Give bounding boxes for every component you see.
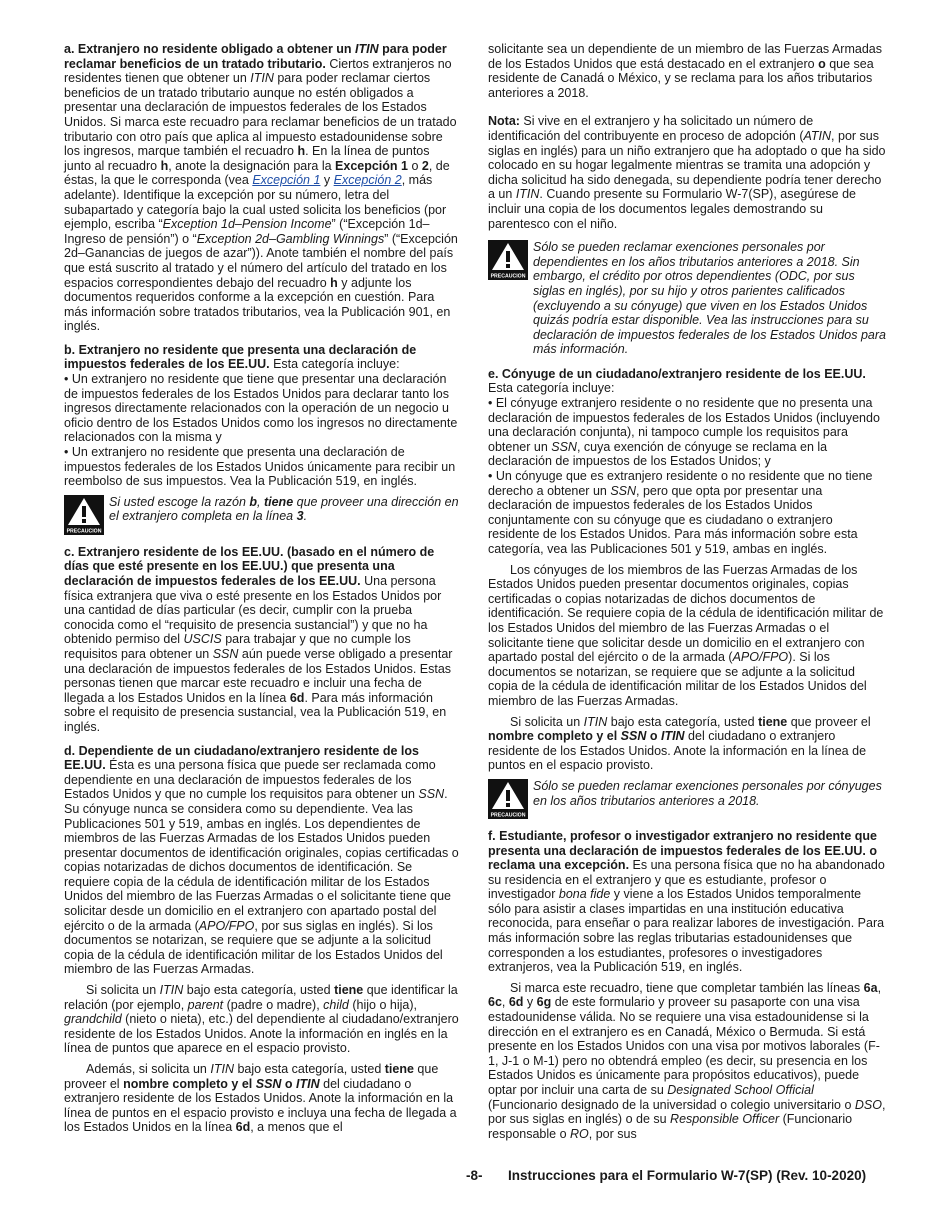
caution-label: PRECAUCION — [490, 273, 526, 280]
caution-warning-icon — [488, 240, 528, 280]
section-d: d. Dependiente de un ciudadano/extranjero residente de los EE.UU. Ésta es una persona física que puede ser reclamada como dependiente en una declaración de impuestos federales de los Estados Unidos y que no cumple los requisitos para obtener un SSN. Su cónyuge nunca se considera como su dependiente. Vea las Publicaciones 501 y 519, ambas en inglés. Los dependientes de miembros de las Fuerzas Armadas de los Estados Unidos pueden presentar documentos de identificación originales, copias certificadas o copias notarizadas de dichos documentos de identificación. Se requiere copia de la cédula de identificación militar de los Estados Unidos del miembro de las Fuerzas Armadas o el solicitante tiene que solicitar desde un domicilio en el extranjero con apartado postal del ejército o de la armada (APO/FPO, por sus siglas en inglés). Si los documentos se notarizan, se requiere que se adjunte a la solicitud copia de la cédula de identificación militar de los Estados Unidos del miembro de las Fuerzas Armadas. — [64, 743, 459, 977]
caution-note-dependents — [488, 240, 886, 357]
section-f-paragraph-2: Si marca este recuadro, tiene que completar también las líneas 6a, 6c, 6d y 6g de este formulario y proveer su pasaporte con una visa estadounidense válida. No se requiere una visa estadounidense si la dirección en el extranjero es en Canadá, México o Bermuda. Si está presente en los Estados Unidos con una visa por motivos laborales (F-1, J-1 o M-1) pero no obtendrá empleo (es decir, su presencia en los Estados Unidos es únicamente para propósitos educativos), puede optar por incluir una carta de su Designated School Official (Funcionario designado de la universidad o colegio universitario o DSO, por sus siglas en inglés) o de su Responsible Officer (Funcionario responsable o RO, por sus — [488, 980, 886, 1141]
section-f: f. Estudiante, profesor o investigador extranjero no residente que presenta una declaración de impuestos federales de los EE.UU. o reclama una excepción. Es una persona física que no ha abandonado su residencia en el extranjero y que es estudiante, profesor o investigador bona fide y viene a los Estados Unidos temporalmente sólo para asistir a clases impartidas en una institución educativa reconocida, para enseñar o para realizar labores de investigación. Para más información sobre las reglas tributarias estadounidenses que corresponden a los estudiantes, profesores o investigadores extranjeros, vea la Publicación 519, en inglés. — [488, 828, 885, 975]
caution-label: PRECAUCION — [66, 528, 102, 535]
section-e: e. Cónyuge de un ciudadano/extranjero residente de los EE.UU. Esta categoría incluye: • El cónyuge extranjero residente o no residente que no presenta una declaración de impuestos federales de los Estados Unidos (incluyendo una declaración conjunta), ni tampoco cumple los requisitos para obtener un SSN, cuya exención de cónyuge se reclama en la declaración de impuestos de los Estados Unidos; y • Un cónyuge que es extranjero residente o no residente que no tiene derecho a obtener un SSN, pero que opta por presentar una declaración de impuestos federales de los Estados Unidos conjuntamente con su cónyuge que es ciudadano o extranjero residente de los Estados Unidos. Para más información sobre esta categoría, vea las Publicaciones 501 y 519, ambas en inglés. — [488, 367, 886, 557]
note-label: Nota: — [488, 114, 520, 129]
caution-text: Sólo se pueden reclamar exenciones personales por cónyuges en los años tributarios anteriores a 2018. — [533, 778, 882, 808]
section-c-heading: c. Extranjero residente de los EE.UU. (basado en el número de días que esté presente en los EE.UU.) que presenta una declaración de impuestos federales de los EE.UU. — [64, 544, 435, 588]
caution-text: Sólo se pueden reclamar exenciones personales por dependientes en los años tributarios anteriores a 2018. Sin embargo, el crédito por otros dependientes (ODC, por sus siglas en inglés), por su hijo y otros parientes calificados (excluyendo a su cónyuge) que viven en los Estados Unidos quizás podría estar disponible. Vea las instrucciones para su declaración de impuestos federales de los Estados Unidos para más información. — [533, 240, 886, 357]
caution-note-b — [64, 495, 460, 535]
section-a-heading: a. Extranjero no residente obligado a obtener un ITIN para poder reclamar beneficios de un tratado tributario. — [64, 42, 447, 71]
section-d-paragraph-2: Si solicita un ITIN bajo esta categoría, usted tiene que identificar la relación (por ejemplo, parent (padre o madre), child (hijo o hija), grandchild (nieto o nieta), etc.) del dependiente al ciudadano/extranjero residente de los Estados Unidos. Anote la información en inglés en la línea de puntos que aparece en el espacio provisto. — [64, 983, 459, 1056]
section-b: b. Extranjero no residente que presenta una declaración de impuestos federales de los EE.UU. Esta categoría incluye: • Un extranjero no residente que tiene que presentar una declaración de impuestos federales de los Estados Unidos para declarar tanto los ingresos directamente relacionados con la operación de un negocio u oficio dentro de los Estados Unidos como los ingresos no directamente relacionados con la misma y • Un extranjero no residente que presenta una declaración de impuestos federales de los Estados Unidos únicamente para recibir un reembolso de sus impuestos. Vea la Publicación 519, en inglés. — [64, 343, 460, 489]
section-e-paragraph-2: Los cónyuges de los miembros de las Fuerzas Armadas de los Estados Unidos pueden presentar documentos originales, copias certificadas o copias notarizadas de dichos documentos de identificación. Se requiere copia de la cédula de identificación militar de los Estados Unidos del miembro de las Fuerzas Armadas o el solicitante tiene que solicitar desde un domicilio en el extranjero con apartado postal del ejército o de la armada (APO/FPO). Si los documentos se notarizan, se requiere que se adjunte a la solicitud copia de la cédula de identificación militar de los Estados Unidos del miembro de las Fuerzas Armadas. — [488, 562, 884, 708]
section-a: a. Extranjero no residente obligado a obtener un ITIN para poder reclamar beneficios de un tratado tributario. Ciertos extranjeros no residentes tienen que obtener un ITIN para poder reclamar ciertos beneficios de un tratado tributario aunque no estén obligados a presentar una declaración de impuestos federales de los Estados Unidos. Si marca este recuadro para reclamar beneficios de un tratado tributario con otro país que aplica al impuesto estadounidense sobre los ingresos, marque también el recuadro h. En la línea de puntos junto al recuadro h, anote la designación para la Excepción 1 o 2, de éstas, la que le corresponda (vea Excepción 1 y Excepción 2, más adelante). Identifique la excepción por su número, letra del subapartado y categoría bajo la cual usted solicita los beneficios (por ejemplo, escriba “Exception 1d–Pension Income” (“Excepción 1d–Ingreso de pensión”) o “Exception 2d–Gambling Winnings” (“Excepción 2d–Ganancias de juegos de azar”)). Anote también el nombre del país que está suscrito al tratado y el número del artículo del tratado en los espacios correspondientes debajo del recuadro h y adjunte los documentos requeridos conforme a la excepción en cuestión. Para más información sobre tratados tributarios, vea la Publicación 901, en inglés. — [64, 42, 458, 334]
section-d-heading: d. Dependiente de un ciudadano/extranjero residente de los EE.UU. — [64, 743, 419, 773]
section-c: c. Extranjero residente de los EE.UU. (basado en el número de días que esté presente en los EE.UU.) que presenta una declaración de impuestos federales de los EE.UU. Una persona física extranjera que viva o esté presente en los Estados Unidos por una cantidad de días particular (es decir, cumplir con la prueba conocida como el “requisito de presencia sustancial”) y que no ha obtenido permiso del USCIS para trabajar y que no cumple los requisitos para obtener un SSN aún puede verse obligado a presentar una declaración de impuestos federales de los Estados Unidos. Estas personas tienen que marcar este recuadro e incluir una fecha de llegada a los Estados Unidos en la línea 6d. Para más información sobre el requisito de presencia sustancial, vea la Publicación 519, en inglés. — [64, 544, 453, 734]
exception-1-link[interactable]: Excepción 1 — [252, 173, 321, 188]
section-e-paragraph-3: Si solicita un ITIN bajo esta categoría, usted tiene que proveer el nombre completo y el SSN o ITIN del ciudadano o extranjero residente de los Estados Unidos. Anote la información en la línea de puntos en el espacio provisto. — [488, 714, 871, 773]
section-b-heading: b. Extranjero no residente que presenta una declaración de impuestos federales de los EE.UU. — [64, 342, 417, 372]
caution-warning-icon — [64, 495, 104, 535]
list-item: • Un cónyuge que es extranjero residente o no residente que no tiene derecho a obtener un SSN, pero que opta por presentar una declaración de impuestos federales de los Estados Unidos conjuntamente con su cónyuge que es ciudadano o extranjero residente de los Estados Unidos. Para más información sobre esta categoría, vea las Publicaciones 501 y 519, ambas en inglés. — [488, 469, 873, 556]
list-item: • Un extranjero no residente que tiene que presentar una declaración de impuestos federales de los Estados Unidos para declarar tanto los ingresos directamente relacionados con la operación de un negocio u oficio dentro de los Estados Unidos como los ingresos no directamente relacionados con la misma y — [64, 372, 458, 445]
caution-text: Si usted escoge la razón b, tiene que proveer una dirección en el extranjero completa en la línea 3. — [109, 494, 459, 524]
exception-2-link[interactable]: Excepción 2 — [333, 173, 402, 188]
note-paragraph: Nota: Si vive en el extranjero y ha solicitado un número de identificación del contribuyente en proceso de adopción (ATIN, por sus siglas en inglés) para un niño extranjero que ha adoptado o que ha sido colocado en su hogar legalmente mientras se tramita una adopción y dicha solicitud ha sido denegada, su dependiente podría tener derecho a un ITIN. Cuando presente su Formulario W-7(SP), asegúrese de incluir una copia de los documentos legales demostrando su parentesco con el niño. — [488, 114, 886, 231]
section-f-heading: f. Estudiante, profesor o investigador extranjero no residente que presenta una declaración de impuestos federales de los EE.UU. o reclama una excepción. — [488, 828, 878, 873]
page-number: -8- — [466, 1168, 483, 1183]
caution-warning-icon — [488, 779, 528, 819]
section-e-heading: e. Cónyuge de un ciudadano/extranjero residente de los EE.UU. — [488, 366, 866, 381]
caution-label: PRECAUCION — [490, 812, 526, 819]
section-d-paragraph-3: Además, si solicita un ITIN bajo esta categoría, usted tiene que proveer el nombre completo y el SSN o ITIN del ciudadano o extranjero residente de los Estados Unidos. Anote la información en la línea de puntos en el espacio provisto e incluya una fecha de llegada a los Estados Unidos en la línea 6d, a menos que el — [64, 1062, 457, 1135]
list-item: • El cónyuge extranjero residente o no residente que no presenta una declaración de impuestos federales de los Estados Unidos (incluyendo una declaración conjunta), ni tampoco cumple los requisitos para obtener un SSN, cuya exención de cónyuge se reclama en la declaración de impuestos de los Estados Unidos; y — [488, 396, 880, 469]
section-d-continued: solicitante sea un dependiente de un miembro de las Fuerzas Armadas de los Estados Unidos que está destacado en el extranjero o que sea residente de Canadá o México, y se reclama para los años tributarios anteriores a 2018. — [488, 42, 882, 100]
right-column — [488, 42, 886, 1150]
list-item: • Un extranjero no residente que presenta una declaración de impuestos federales de los Estados Unidos únicamente para recibir un reembolso de sus impuestos. Vea la Publicación 519, en inglés. — [64, 445, 456, 489]
left-column — [64, 42, 460, 1144]
footer-title: Instrucciones para el Formulario W-7(SP) (Rev. 10-2020) — [508, 1168, 867, 1183]
caution-note-spouses — [488, 779, 886, 819]
